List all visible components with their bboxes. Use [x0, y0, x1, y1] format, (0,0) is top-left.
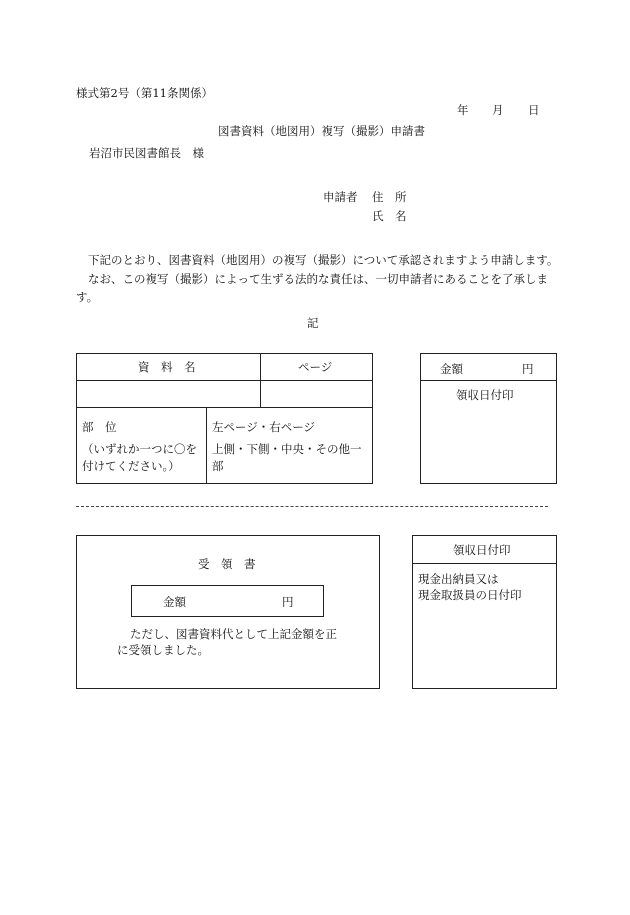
fee-yen-label: 円	[522, 362, 534, 376]
receipt-title: 受 領 書	[198, 557, 256, 571]
receipt-stamp-box	[412, 535, 557, 689]
position-option-top-bottom: 上側・下側・中央・その他一	[212, 442, 362, 456]
cut-line	[76, 506, 548, 507]
receipt-stamp-title: 領収日付印	[453, 543, 511, 557]
fee-amount-label: 金額	[440, 362, 463, 376]
form-number: 様式第2号（第11条関係）	[76, 86, 213, 100]
ki-heading: 記	[307, 316, 319, 330]
receipt-amount-box	[131, 585, 324, 617]
body-paragraph-2-line-2: す。	[76, 290, 99, 304]
date-year-label: 年	[457, 103, 469, 117]
position-option-part: 部	[212, 459, 224, 473]
receipt-text-line-1: ただし、図書資料代として上記金額を正	[130, 627, 337, 641]
receipt-stamp-line-2: 現金取扱員の日付印	[418, 588, 522, 602]
addressee: 岩沼市民図書館長 様	[89, 146, 204, 160]
address-label: 住 所	[372, 190, 407, 204]
position-option-left-right: 左ページ・右ページ	[212, 420, 316, 434]
date-month-label: 月	[492, 103, 504, 117]
position-note-line-2: 付けてください。）	[82, 459, 180, 473]
document-title: 図書資料（地図用）複写（撮影）申請書	[218, 124, 425, 138]
position-label: 部 位	[82, 420, 117, 434]
applicant-label: 申請者	[323, 190, 358, 204]
name-label: 氏 名	[372, 209, 407, 223]
position-note-line-1: （いずれか一つに〇を	[82, 442, 197, 456]
column-header-material-name: 資 料 名	[138, 360, 196, 374]
fee-receipt-stamp-label: 領収日付印	[456, 388, 514, 402]
body-paragraph-1: 下記のとおり、図書資料（地図用）の複写（撮影）について承認されますよう申請します。	[88, 253, 559, 267]
receipt-text-line-2: に受領しました。	[117, 643, 209, 657]
receipt-yen-label: 円	[282, 595, 294, 609]
body-paragraph-2-line-1: なお、この複写（撮影）によって生ずる法的な責任は、一切申請者にあることを了承しま	[88, 272, 548, 286]
column-header-page: ページ	[298, 360, 333, 374]
date-day-label: 日	[528, 103, 540, 117]
receipt-amount-label: 金額	[163, 595, 186, 609]
receipt-stamp-line-1: 現金出納員又は	[418, 572, 499, 586]
